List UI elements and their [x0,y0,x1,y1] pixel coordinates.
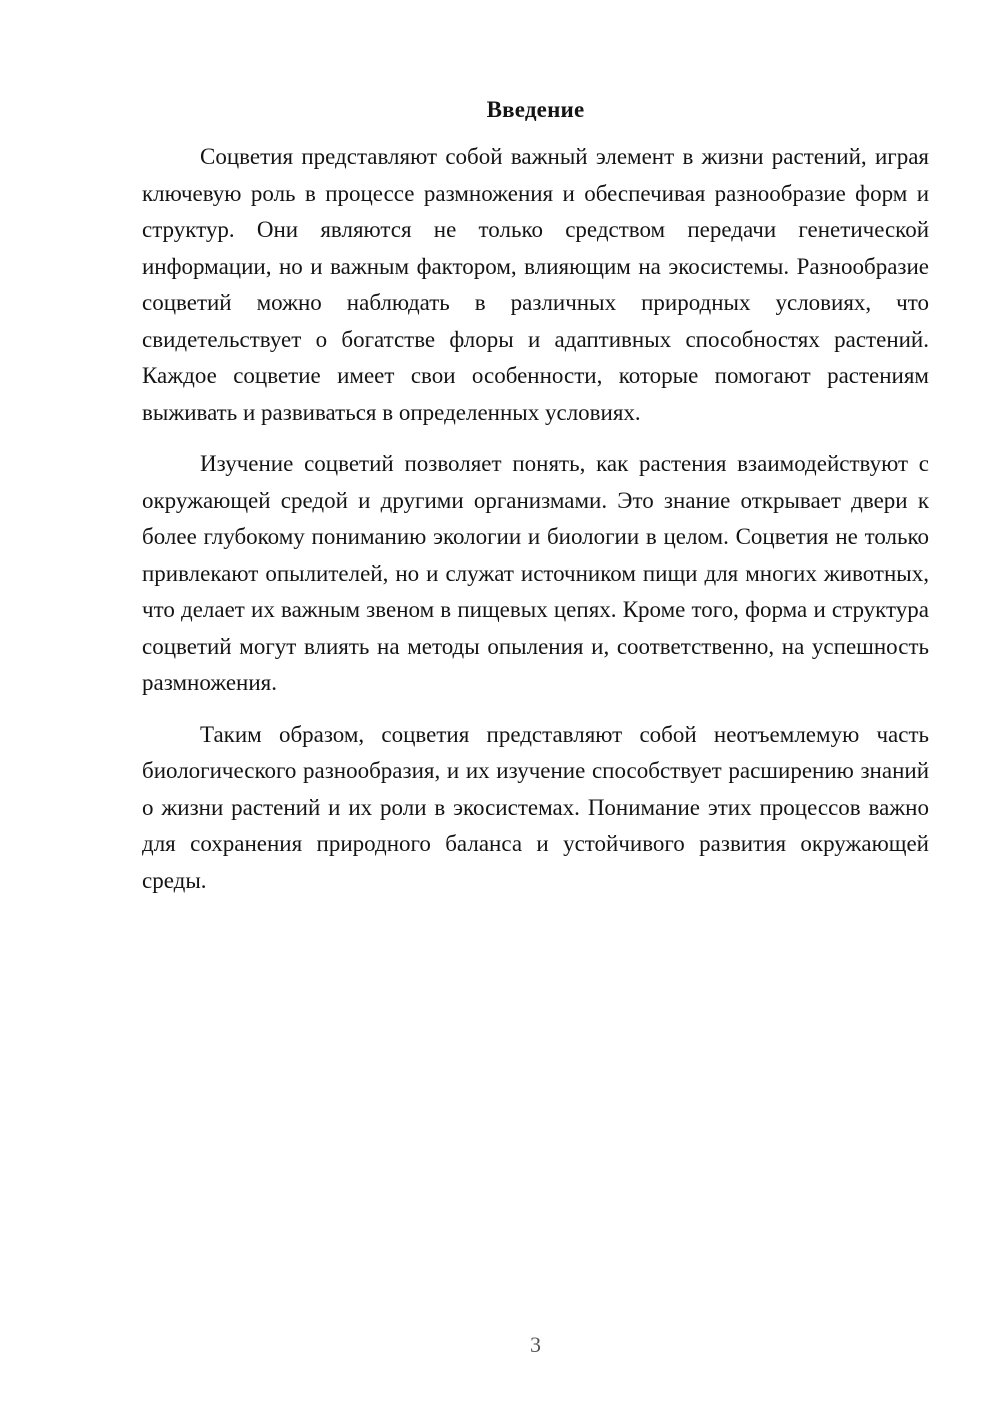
paragraph-1: Соцветия представляют собой важный элемент в жизни растений, играя ключевую роль в процессе размножения и обеспечивая разнообразие форм и структур. Они являются не только средством передачи генетической информации, но и важным фактором, влияющим на экосистемы. Разнообразие соцветий можно наблюдать в различных природных условиях, что свидетельствует о богатстве флоры и адаптивных способностях растений. Каждое соцветие имеет свои особенности, которые помогают растениям выживать и развиваться в определенных условиях. [142,144,929,425]
page-content [142,94,929,899]
paragraph-3: Таким образом, соцветия представляют собой неотъемлемую часть биологического разнообразия, и их изучение способствует расширению знаний о жизни растений и их роли в экосистемах. Понимание этих процессов важно для сохранения природного баланса и устойчивого развития окружающей среды. [142,721,929,893]
section-title: Введение [486,97,585,122]
page-number: 3 [530,1332,541,1357]
paragraph-2: Изучение соцветий позволяет понять, как растения взаимодействуют с окружающей средой и другими организмами. Это знание открывает двери к более глубокому пониманию экологии и биологии в целом. Соцветия не только привлекают опылителей, но и служат источником пищи для многих животных, что делает их важным звеном в пищевых цепях. Кроме того, форма и структура соцветий могут влиять на методы опыления и, соответственно, на успешность размножения. [142,451,929,695]
